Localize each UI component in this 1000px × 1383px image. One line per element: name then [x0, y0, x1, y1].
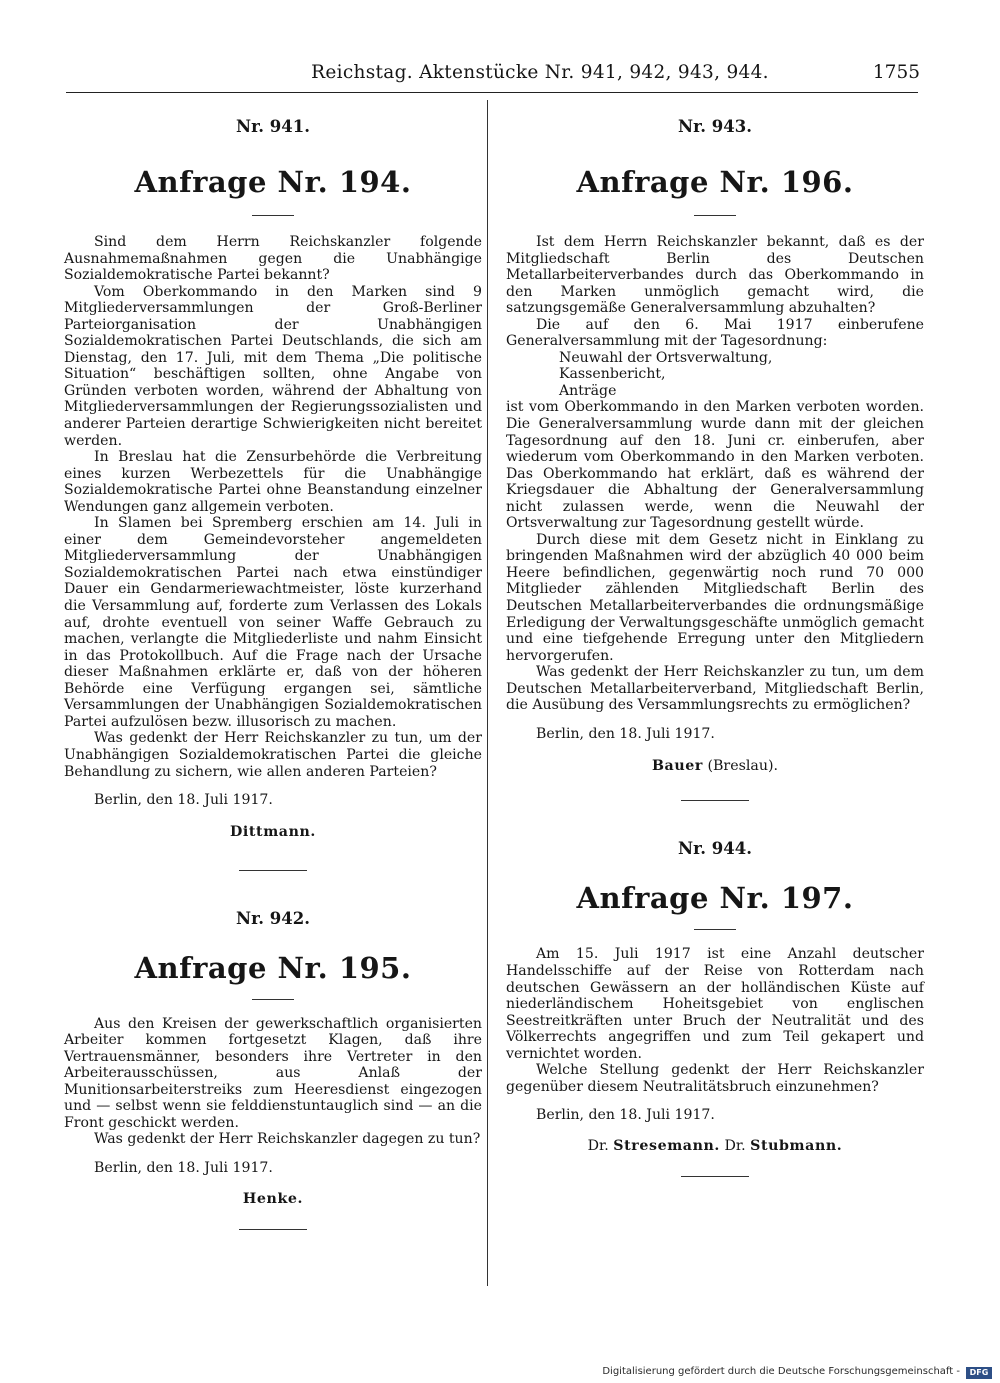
- signature: [506, 1138, 924, 1154]
- page-header: [60, 62, 920, 88]
- agenda-item: Kassenbericht,: [559, 366, 666, 383]
- document-number: Nr. 944.: [678, 839, 752, 859]
- document-941: [64, 117, 482, 871]
- right-column: [506, 117, 924, 1177]
- signatory-name: Stresemann.: [613, 1137, 720, 1154]
- paragraph: Ist dem Herrn Reichskanzler bekannt, daß es der Mitgliedschaft Berlin des Deutschen Metallarbeiterverbandes durch das Oberkommando in den Marken unmöglich gemacht wird, die satzungsgemäße Generalversammlung abzuhalten?: [506, 234, 924, 317]
- signatory-name: Henke.: [242, 1190, 304, 1207]
- signatory-suffix: (Breslau).: [702, 758, 779, 775]
- document-number: Nr. 941.: [236, 117, 310, 136]
- paragraph: ist vom Oberkommando in den Marken verboten worden. Die Generalversammlung wurde dann mit der gleichen Tagesordnung auf den 18. Juni cr. einberufen, aber wiederum vom Oberkommando in den Marken verboten. Das Oberkommando hat erklärt, daß es während der Kriegsdauer die Abhaltung der Generalversammlung nicht zulassen werde, wenn die Neuwahl der Ortsverwaltung zur Tagesordnung gestellt würde.: [506, 399, 924, 532]
- place-date: Berlin, den 18. Juli 1917.: [536, 725, 715, 742]
- inquiry-heading: Anfrage Nr. 197.: [576, 881, 854, 916]
- inquiry-heading: Anfrage Nr. 195.: [134, 950, 412, 985]
- section-rule: [681, 1176, 749, 1177]
- signatory-title: Dr.: [587, 1137, 609, 1154]
- running-title: Reichstag. Aktenstücke Nr. 941, 942, 943, 944.: [311, 62, 769, 83]
- signature: [506, 758, 924, 774]
- signatory-name: Bauer: [651, 758, 703, 775]
- document-number: Nr. 943.: [678, 117, 752, 136]
- paragraph: Die auf den 6. Mai 1917 einberufene Generalversammlung mit der Tagesordnung:: [506, 316, 924, 350]
- paragraph: Aus den Kreisen der gewerkschaftlich organisierten Arbeiter kommen fortgesetzt Klagen, daß ihre Vertrauensmänner, besonders ihre Vertreter in den Arbeiterausschüssen, aus Anlaß der Munitionsarbeiterstreiks zum Heeresdienst eingezogen und — selbst wenn sie felddienstuntauglich sind — an die Front geschickt werden.: [64, 1015, 482, 1131]
- paragraph: Was gedenkt der Herr Reichskanzler zu tun, um dem Deutschen Metallarbeiterverband, Mitgliedschaft Berlin, die Ausübung des Versammlungsrechts zu ermöglichen?: [506, 664, 924, 714]
- document-number: Nr. 942.: [236, 908, 310, 928]
- signatory-name: Dittmann.: [230, 823, 316, 840]
- dfg-logo-icon: DFG: [966, 1367, 992, 1379]
- column-divider: [487, 100, 488, 1286]
- agenda-item: Anträge: [559, 382, 617, 399]
- paragraph: Am 15. Juli 1917 ist eine Anzahl deutscher Handelsschiffe auf der Reise von Rotterdam nach deutschen Gewässern an der holländischen Küste auf niederländischem Hoheitsgebiet von englischen Seestreitkräften unter Bruch der Neutralität und des Völkerrechts angegriffen und zum Teil gekapert und vernichtet worden.: [506, 946, 924, 1062]
- inquiry-heading: Anfrage Nr. 194.: [134, 165, 412, 199]
- agenda-item: Neuwahl der Ortsverwaltung,: [559, 349, 773, 366]
- paragraph: Was gedenkt der Herr Reichskanzler dagegen zu tun?: [94, 1131, 481, 1148]
- left-column: [64, 117, 482, 1230]
- paragraph: Sind dem Herrn Reichskanzler folgende Ausnahmemaßnahmen gegen die Unabhängige Sozialdemokratische Partei bekannt?: [64, 234, 482, 284]
- document-944: [506, 839, 924, 1176]
- document-943: [506, 117, 924, 801]
- section-rule: [239, 1229, 307, 1230]
- signature: [64, 824, 482, 840]
- inquiry-heading: Anfrage Nr. 196.: [576, 165, 854, 199]
- paragraph: In Slamen bei Spremberg erschien am 14. Juli in einer dem Gemeindevorsteher angemeldeten Mitgliederversammlung der Unabhängigen Sozialdemokratischen Partei nach etwa einstündiger Dauer ein Gendarmeriewachtmeister, löste kurzerhand die Versammlung auf, forderte zum Verlassen des Lokals auf, drohte eventuell von seiner Waffe Gebrauch zu machen, verlangte die Mitgliederliste und nahm Einsicht in das Protokollbuch. Auf die Frage nach der Ursache dieser Maßnahmen erklärte er, daß von der höheren Behörde eine Verfügung ergangen sei, sämtliche Versammlungen der Unabhängigen Sozialdemokratischen Partei aufzulösen bezw. illusorisch zu machen.: [64, 515, 482, 730]
- paragraph: In Breslau hat die Zensurbehörde die Verbreitung eines kurzen Werbezettels für die Unabhängige Sozialdemokratische Partei ohne Beanstandung einzelner Wendungen ganz allgemein verboten.: [64, 449, 482, 515]
- paragraph: Durch diese mit dem Gesetz nicht in Einklang zu bringenden Maßnahmen wird der abzüglich 40 000 beim Heere befindlichen, gegenwärtig noch rund 70 000 Mitglieder zählenden Mitgliedschaft Berlin des Deutschen Metallarbeiterverbandes die ordnungsmäßige Erledigung der Verwaltungsgeschäfte unmöglich gemacht und eine tiefgehende Erregung unter den Mitgliedern hervorgerufen.: [506, 531, 924, 664]
- place-date: Berlin, den 18. Juli 1917.: [536, 1107, 715, 1124]
- header-rule: [66, 92, 918, 93]
- signatory-name: Stubmann.: [750, 1137, 843, 1154]
- signature: [64, 1191, 482, 1207]
- signatory-title: Dr.: [724, 1137, 746, 1154]
- footer-credit: Digitalisierung gefördert durch die Deutsche Forschungsgemeinschaft -: [602, 1366, 960, 1377]
- place-date: Berlin, den 18. Juli 1917.: [94, 1159, 273, 1176]
- place-date: Berlin, den 18. Juli 1917.: [94, 792, 273, 809]
- page-number: 1755: [872, 62, 920, 83]
- document-942: [64, 909, 482, 1230]
- paragraph: Welche Stellung gedenkt der Herr Reichskanzler gegenüber diesem Neutralitätsbruch einzunehmen?: [506, 1062, 924, 1095]
- paragraph: Vom Oberkommando in den Marken sind 9 Mitgliederversammlungen der Groß-Berliner Parteiorganisation der Unabhängigen Sozialdemokratischen Partei Deutschlands, die sich am Dienstag, den 17. Juli, mit dem Thema „Die politische Situation“ beschäftigen sollten, ohne Angabe von Gründen verboten worden, während der Abhaltung von Mitgliederversammlungen der Regierungssozialisten und anderer Parteien derartige Schwierigkeiten nicht bereitet werden.: [64, 283, 482, 449]
- paragraph: Was gedenkt der Herr Reichskanzler zu tun, um der Unabhängigen Sozialdemokratischen Partei die gleiche Behandlung zu sichern, wie allen anderen Parteien?: [64, 730, 482, 780]
- digitization-footer: [600, 1366, 1000, 1383]
